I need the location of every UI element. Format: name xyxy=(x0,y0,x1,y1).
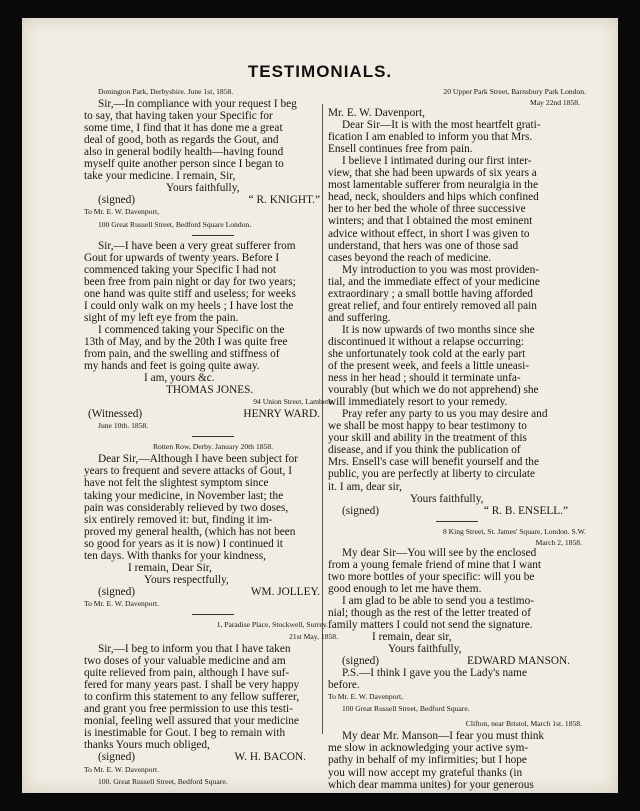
letter-line: view, that she had been upwards of six years a xyxy=(328,167,537,180)
letter-line: to say, that having taken your Specific for xyxy=(84,110,273,123)
document-page xyxy=(22,18,618,793)
left-column xyxy=(84,86,342,788)
letter-line: pathy in behalf of my infirmities; but I hope xyxy=(328,754,527,767)
letter-line: some time, I find that it has done me a great xyxy=(84,122,283,135)
recipient-address: 100 Great Russell Street, Bedford Square. xyxy=(342,704,470,714)
letter-closing: I remain, Dear Sir, xyxy=(128,561,212,574)
letter-line: also in general bodily health—having found xyxy=(84,146,284,159)
letter-date: March 2, 1858. xyxy=(535,537,582,547)
letter-place: 8 King Street, St. James' Square, London. S.W. xyxy=(442,526,586,536)
signature-line xyxy=(84,751,342,763)
letter-closing: Yours faithfully, xyxy=(410,492,484,505)
letter-line: discontinued it without a relapse occurring: xyxy=(328,335,525,348)
letter-line: monial, feeling well assured that your medicine xyxy=(84,715,299,728)
signatory-address: 94 Union Street, Lambeth. xyxy=(253,397,334,407)
letter-line: we shall be most happy to bear testimony to xyxy=(328,420,527,433)
signatory-name: W. H. BACON. xyxy=(234,751,306,764)
witnessed-label: (Witnessed) xyxy=(88,408,143,421)
letter-line: she unfortunately took cold at the early part xyxy=(328,347,526,360)
letter-line: It is now upwards of two months since she xyxy=(342,323,535,336)
letter-line: take your medicine. I remain, Sir, xyxy=(84,170,236,183)
letter-line: it. I am, dear sir, xyxy=(328,480,402,493)
witness-name: HENRY WARD. xyxy=(243,408,320,421)
signature-line xyxy=(328,655,586,667)
letter-line: pain was considerably relieved by two doses, xyxy=(84,501,289,514)
letter-line: Mrs. Ensell's case will benefit yourself and the xyxy=(328,456,539,469)
letter-line: fered for many years past. I shall be very happy xyxy=(84,679,300,692)
letter-closing: I am, yours &c. xyxy=(144,372,215,385)
letter-line: most lamentable sufferer from neuralgia in the xyxy=(328,179,538,192)
page-title: TESTIMONIALS. xyxy=(247,62,393,81)
signature-line xyxy=(84,194,342,206)
letter-line: myself quite another person since I began to xyxy=(84,158,284,171)
letter-line: advice without effect, in short I was given to xyxy=(328,227,530,240)
section-rule xyxy=(192,436,234,437)
letter-closing: Yours faithfully, xyxy=(388,643,462,656)
signatory-name: “ R. B. ENSELL.” xyxy=(483,504,568,517)
witness-line xyxy=(84,408,342,420)
letter-line: to confirm this statement to any fellow sufferer, xyxy=(84,691,300,704)
letter-line: My dear Sir—You will see by the enclosed xyxy=(342,546,537,559)
letter-line: quite relieved from pain, although I have suf- xyxy=(84,667,290,680)
letter-line: vourably (but which we do not apprehend) she xyxy=(328,384,539,397)
recipient: To Mr. E. W. Davenport, xyxy=(84,207,159,217)
letter-line: family matters I could not send the signature. xyxy=(328,618,533,631)
letter-body xyxy=(84,98,342,182)
letter-line: proved my general health, (which has not been xyxy=(84,525,296,538)
letter-line: Sir,—I beg to inform you that I have taken xyxy=(98,643,291,656)
letter-line: have not felt the slightest symptom since xyxy=(84,477,269,490)
letter-line: head, neck, shoulders and hips which confined xyxy=(328,191,539,204)
letter-closing: I remain, dear sir, xyxy=(372,631,452,644)
letter-closing: Yours respectfully, xyxy=(144,573,229,586)
letter-line: deal of good, both as regards the Gout, and xyxy=(84,134,279,147)
letter-line: is inestimable for Gout. I beg to remain with xyxy=(84,727,286,740)
recipient: To Mr. E. W. Davenport. xyxy=(84,764,159,774)
signatory-name: “ R. KNIGHT.” xyxy=(248,194,320,207)
letter-line: tial, and the immediate effect of your medicine xyxy=(328,275,540,288)
letter-line: her to her bed the whole of three successive xyxy=(328,203,526,216)
testimonial-ensell xyxy=(328,86,586,517)
letter-line: Dear Sir,—Although I have been subject for xyxy=(98,453,299,466)
signature-line xyxy=(328,505,586,517)
letter-place: Rotten Row, Derby. January 20th 1858. xyxy=(152,442,274,452)
recipient: Mr. E. W. Davenport, xyxy=(328,107,425,120)
letter-line: My dear Mr. Manson—I fear you must think xyxy=(342,730,545,743)
letter-line: one hand was quite stiff and useless; for weeks xyxy=(84,287,296,300)
signature-line xyxy=(84,586,342,598)
testimonial-jones xyxy=(84,240,342,433)
letter-line: which dear mamma unites) for your generous xyxy=(328,778,534,791)
letter-line: been free from pain night or day for two years; xyxy=(84,275,296,288)
letter-line: 13th of May, and by the 20th I was quite free xyxy=(84,335,288,348)
testimonial-knight xyxy=(84,86,342,231)
letter-line: six entirely removed it: but, finding it im- xyxy=(84,513,273,526)
letter-line: I believe I intimated during our first inter- xyxy=(342,155,532,168)
letter-line: and suffering. xyxy=(328,311,391,324)
letter-line: disease, and if you think the publication of xyxy=(328,444,521,457)
letter-line: commenced taking your Specific I had not xyxy=(84,263,276,276)
section-rule xyxy=(436,521,478,522)
letter-date: 21st May, 1858. xyxy=(289,632,338,642)
letter-line: Gout for upwards of twenty years. Before I xyxy=(84,251,280,264)
letter-line: you will now accept my grateful thanks (in xyxy=(328,766,523,779)
letter-line: from a young female friend of mine that I want xyxy=(328,558,541,571)
signed-label: (signed) xyxy=(342,655,380,668)
recipient-address: 100 Great Russell Street, Bedford Square London. xyxy=(98,219,252,229)
letter-line: public, you are perfectly at liberty to circulate xyxy=(328,468,536,481)
letter-date: May 22nd 1858. xyxy=(530,98,580,108)
letter-place: 1, Paradise Place, Stockwell, Surrey. xyxy=(216,619,328,629)
letter-line: thanks Yours much obliged, xyxy=(84,739,210,752)
letter-line: my hands and feet is going quite away. xyxy=(84,360,260,373)
letter-line: from pain, and the swelling and stiffness of xyxy=(84,347,280,360)
signatory-name: THOMAS JONES. xyxy=(166,384,254,397)
signed-label: (signed) xyxy=(342,504,380,517)
letter-line: Sir,—I have been a very great sufferer from xyxy=(98,239,296,252)
letter-line: two doses of your valuable medicine and am xyxy=(84,655,286,668)
signatory-name: EDWARD MANSON. xyxy=(467,655,570,668)
letter-line: I could only walk on my heels ; I have lost the xyxy=(84,299,294,312)
letter-line: years to frequent and severe attacks of Gout, I xyxy=(84,465,292,478)
postscript: before. xyxy=(328,679,360,692)
letter-line: sight of my left eye from the pain. xyxy=(84,311,239,324)
letter-line: great relief, and four entirely removed all pain xyxy=(328,299,537,312)
letter-place: Donington Park, Derbyshire. June 1st, 1858. xyxy=(98,87,234,96)
letter-line: I am glad to be able to send you a testimo- xyxy=(342,594,534,607)
letter-line: and grant you free permission to use this testi- xyxy=(84,703,293,716)
letter-date: June 10th. 1858. xyxy=(98,421,149,431)
testimonial-manson xyxy=(328,526,586,716)
letter-closing: Yours faithfully, xyxy=(166,182,240,195)
letter-line: understand, that hers was one of those sad xyxy=(328,239,519,252)
letter-line: ness in her head ; should it terminate unfa- xyxy=(328,372,521,385)
letter-line: taking your medicine, in November last; the xyxy=(84,489,284,502)
letter-line: your skill and ability in the treatment of this xyxy=(328,432,527,445)
testimonial-jolley xyxy=(84,441,342,610)
letter-line: me slow in acknowledging your active sym- xyxy=(328,742,529,755)
letter-line: nial; though as the rest of the letter treated of xyxy=(328,606,531,619)
letter-line: cases beyond the reach of medicine. xyxy=(328,251,492,264)
letter-line: two more bottles of your specific: will you be xyxy=(328,570,535,583)
recipient-address: 100. Great Russell Street, Bedford Square. xyxy=(98,776,228,786)
letter-line: fication I am enabled to inform you that Mrs. xyxy=(328,131,533,144)
right-column xyxy=(328,86,586,791)
testimonial-clifton xyxy=(328,718,586,790)
letter-line: so good for years as it is now) I continued it xyxy=(84,537,283,550)
signed-label: (signed) xyxy=(98,194,136,207)
letter-line: winters; and that I obtained the most eminent xyxy=(328,215,533,228)
recipient: To Mr. E. W. Davenport. xyxy=(84,598,159,608)
signed-label: (signed) xyxy=(98,751,136,764)
letter-line: My introduction to you was most providen- xyxy=(342,263,540,276)
letter-place: 20 Upper Park Street, Barnsbury Park London. xyxy=(443,87,586,96)
testimonial-bacon xyxy=(84,619,342,788)
section-rule xyxy=(192,235,234,236)
letter-line: extraordinary ; a small bottle having afforded xyxy=(328,287,533,300)
letter-line: will immediately resort to your remedy. xyxy=(328,396,508,409)
letter-line: of the present week, and feels a little uneasi- xyxy=(328,360,530,373)
signed-label: (signed) xyxy=(98,585,136,598)
section-rule xyxy=(192,614,234,615)
letter-place: Clifton, near Bristol, March 1st. 1858. xyxy=(465,719,582,729)
letter-line: Dear Sir—It is with the most heartfelt grati- xyxy=(342,119,541,132)
letter-line: Sir,—In compliance with your request I beg xyxy=(98,98,297,111)
letter-line: Pray refer any party to us you may desire and xyxy=(342,408,548,421)
letter-line: Ensell continues free from pain. xyxy=(328,143,473,156)
letter-line: ten days. With thanks for your kindness, xyxy=(84,549,266,562)
letter-line: I commenced taking your Specific on the xyxy=(98,323,285,336)
recipient: To Mr. E. W. Davenport, xyxy=(328,692,403,702)
postscript: P.S.—I think I gave you the Lady's name xyxy=(342,667,527,680)
signatory-name: WM. JOLLEY. xyxy=(250,585,320,598)
letter-line: good enough to let me have them. xyxy=(328,582,482,595)
